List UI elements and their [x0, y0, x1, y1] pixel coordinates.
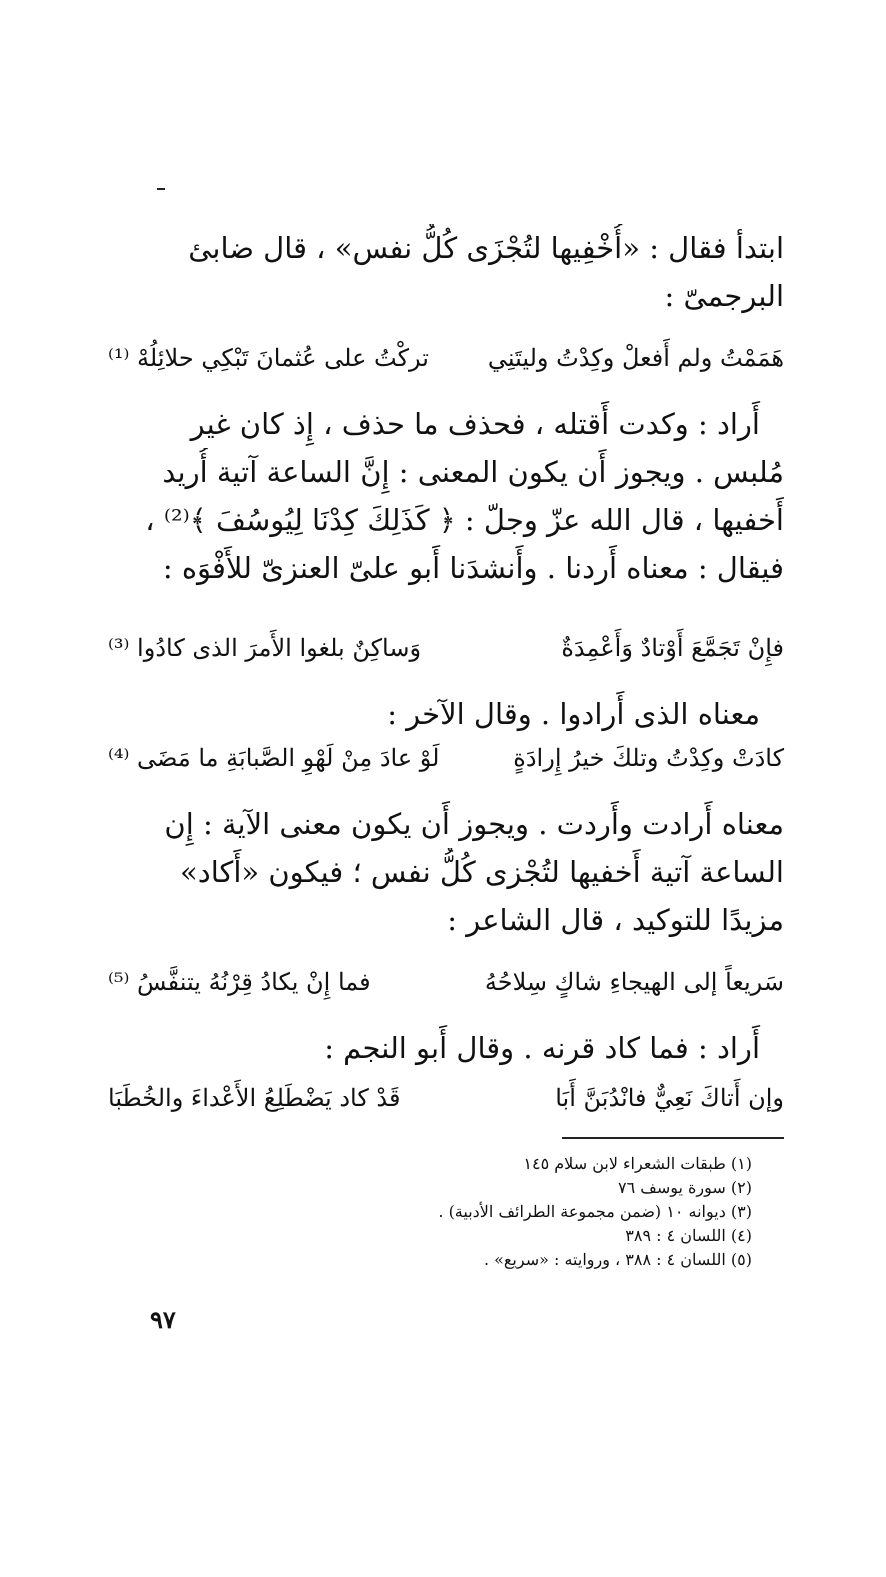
text-line: أَخفيها ، قال الله عزّ وجلّ : ﴿ كَذَلِكَ كِدْنَا لِيُوسُفَ ﴾⁽²⁾ ، — [145, 503, 784, 537]
verse-hemistich-second: وَساكِنٌ بلغوا الأَمرَ الذى كادُوا ⁽³⁾ — [108, 634, 422, 662]
verse-line — [108, 338, 784, 378]
verse-hemistich-first: فإِنْ تَجَمَّعَ أَوْتادٌ وَأَعْمِدَةٌ — [561, 634, 784, 662]
footnote-separator — [562, 1137, 784, 1139]
verse-hemistich-second: لَوْ عادَ مِنْ لَهْوِ الصَّبابَةِ ما مَضَى ⁽⁴⁾ — [108, 744, 440, 772]
text-line: معناه أَرادت وأَردت . ويجوز أَن يكون معنى الآية : إِن — [164, 807, 784, 841]
text-line: أَراد : وكدت أَقتله ، فحذف ما حذف ، إِذ كان غير — [190, 407, 760, 441]
text-line: مزيدًا للتوكيد ، قال الشاعر : — [447, 903, 784, 937]
page-number: ٩٧ — [150, 1305, 176, 1334]
text-line: الساعة آتية أَخفيها لتُجْزى كُلُّ نفس ؛ فيكون «أَكاد» — [180, 855, 784, 889]
paragraph-block — [108, 224, 784, 320]
verse-line — [108, 738, 784, 778]
text-line: أَراد : فما كاد قرنه . وقال أَبو النجم : — [324, 1031, 760, 1065]
footnote: (٤) اللسان ٤ : ٣٨٩ — [625, 1226, 752, 1245]
text-line: مُلبس . ويجوز أَن يكون المعنى : إِنَّ الساعة آتية أُريد — [162, 455, 784, 489]
verse-hemistich-second: تركْتُ على عُثمانَ تَبْكِي حلائِلُهْ ⁽¹⁾ — [108, 344, 429, 372]
footnote: (٣) ديوانه ١٠ (ضمن مجموعة الطرائف الأدبية) . — [438, 1202, 752, 1221]
verse-hemistich-first: سَريعاً إلى الهيجاءِ شاكٍ سِلاحُهُ — [484, 968, 784, 996]
verse-hemistich-first: هَمَمْتُ ولم أَفعلْ وكِدْتُ وليتَنِي — [487, 344, 784, 372]
verse-hemistich-second: قَدْ كاد يَضْطَلِعُ الأَعْداءَ والخُطَبَا — [108, 1084, 401, 1112]
footnote: (٥) اللسان ٤ : ٣٨٨ ، وروايته : «سريع» . — [483, 1250, 752, 1269]
verse-line — [108, 628, 784, 668]
verse-hemistich-first: وإن أَتاكَ نَعِيٌّ فانْدُبَنَّ أَبَا — [555, 1084, 784, 1112]
paragraph-block — [108, 690, 784, 738]
text-line: البرجمىّ : — [664, 279, 784, 313]
verse-hemistich-second: فما إِنْ يكادُ قِرْنُهُ يتنفَّسُ ⁽⁵⁾ — [108, 968, 371, 996]
paragraph-block — [108, 1024, 784, 1072]
ink-mark — [157, 188, 165, 190]
paragraph-block — [108, 800, 784, 944]
footnote: (١) طبقات الشعراء لابن سلام ١٤٥ — [523, 1154, 752, 1173]
paragraph-block — [108, 400, 784, 592]
text-line: ابتدأ فقال : «أُخْفِيها لتُجْزَى كُلُّ نفس» ، قال ضابئ — [188, 231, 784, 265]
text-line: فيقال : معناه أَردنا . وأَنشدَنا أَبو علىّ العنزىّ للأَفْوَه : — [162, 551, 784, 585]
verse-line — [108, 962, 784, 1002]
verse-line — [108, 1078, 784, 1118]
footnotes — [300, 1152, 752, 1272]
footnote: (٢) سورة يوسف ٧٦ — [618, 1178, 752, 1197]
verse-hemistich-first: كادَتْ وكِدْتُ وتلكَ خيرُ إِرادَةٍ — [513, 744, 784, 772]
text-line: معناه الذى أَرادوا . وقال الآخر : — [387, 697, 760, 731]
